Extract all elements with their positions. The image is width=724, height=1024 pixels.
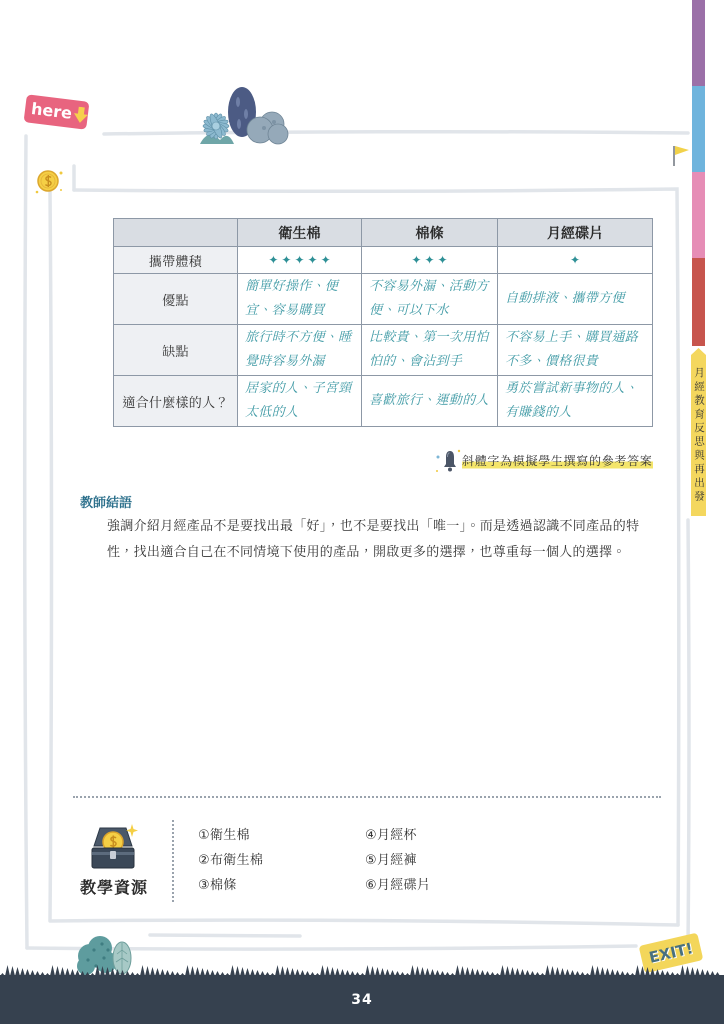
here-label: here — [30, 98, 74, 123]
conclusion-text: 強調介紹月經產品不是要找出最「好」，也不是要找出「唯一」。而是透過認識不同產品的特性，找出適合自己在不同情境下使用的產品，開啟更多的選擇，也尊重每一個人的選擇。 — [107, 519, 640, 560]
maze-line — [688, 520, 689, 945]
plant-icon — [194, 84, 294, 148]
star-icon: ✦ — [281, 253, 295, 267]
resources-divider — [172, 820, 174, 902]
star-icon: ✦ — [437, 253, 451, 267]
rating-cell — [238, 247, 362, 274]
star-icon: ✦ — [424, 253, 438, 267]
chapter-tab-label: 月經教育反思與再出發 — [693, 367, 705, 504]
star-icon: ✦ — [320, 253, 334, 267]
star-icon: ✦ — [294, 253, 308, 267]
coin-icon — [33, 165, 65, 197]
answer-cell — [362, 325, 498, 376]
table-body — [114, 247, 653, 427]
resource-item: ⑥月經碟片 — [365, 878, 431, 893]
answer-cell — [498, 325, 653, 376]
maze-line — [50, 190, 52, 920]
exit-sign: EXIT! — [639, 933, 704, 974]
resource-list-right — [365, 823, 430, 898]
resource-item: ②布衛生棉 — [198, 853, 264, 868]
answer-cell — [238, 325, 362, 376]
answer-text: 喜歡旅行、運動的人 — [369, 393, 489, 408]
maze-line — [50, 920, 678, 925]
conclusion-heading: 教師結語 — [80, 496, 133, 511]
star-icon: ✦ — [411, 253, 425, 267]
answer-text: 不容易外漏、活動方便、可以下水 — [369, 279, 489, 318]
section-divider — [73, 796, 661, 798]
table-row — [114, 376, 653, 427]
treasure-chest-icon — [86, 822, 140, 872]
answer-cell — [238, 274, 362, 325]
maze-line — [25, 136, 27, 948]
tab-segment-pink — [692, 172, 705, 258]
resource-item: ③棉條 — [198, 878, 237, 893]
answer-text: 比較貴、第一次用怕怕的、會沾到手 — [369, 330, 489, 369]
maze-line — [150, 935, 300, 936]
answer-cell — [238, 376, 362, 427]
answer-text: 不容易上手、購買通路不多、價格很貴 — [505, 330, 639, 369]
star-icon: ✦ — [268, 253, 282, 267]
table-header-row — [114, 219, 653, 247]
row-label: 優點 — [114, 274, 238, 325]
flag-icon — [670, 143, 692, 169]
answer-note: 斜體字為模擬學生撰寫的參考答案 — [462, 454, 653, 468]
answer-text: 簡單好操作、便宜、容易購買 — [245, 279, 339, 318]
resource-list-left — [198, 823, 263, 898]
bell-icon — [432, 445, 462, 475]
resource-item: ⑤月經褲 — [365, 853, 417, 868]
row-label: 攜帶體積 — [114, 247, 238, 274]
footer-grass-edge — [0, 962, 724, 976]
resource-item: ④月經杯 — [365, 828, 417, 843]
rating-cell — [362, 247, 498, 274]
star-icon: ✦ — [307, 253, 321, 267]
resources-heading: 教學資源 — [80, 878, 149, 897]
answer-cell — [362, 376, 498, 427]
table-corner-cell — [114, 219, 238, 247]
table-row — [114, 274, 653, 325]
resource-item: ①衛生棉 — [198, 828, 250, 843]
rating-cell — [498, 247, 653, 274]
column-header: 棉條 — [362, 219, 498, 247]
table-row — [114, 325, 653, 376]
answer-cell — [362, 274, 498, 325]
answer-text: 自動排液、攜帶方便 — [505, 291, 625, 306]
column-header: 衛生棉 — [238, 219, 362, 247]
tab-segment-purple — [692, 0, 705, 86]
down-arrow-icon — [73, 106, 89, 124]
star-icon: ✦ — [569, 253, 584, 267]
table-header — [114, 219, 653, 247]
answer-cell — [498, 376, 653, 427]
answer-text: 旅行時不方便、睡覺時容易外漏 — [245, 330, 352, 369]
table-row — [114, 247, 653, 274]
comparison-table — [113, 218, 653, 427]
row-label: 缺點 — [114, 325, 238, 376]
row-label: 適合什麼樣的人？ — [114, 376, 238, 427]
page-number: 34 — [351, 992, 373, 1008]
answer-text: 勇於嘗試新事物的人、有賺錢的人 — [505, 381, 639, 420]
tab-segment-red — [692, 258, 705, 346]
tab-segment-blue — [692, 86, 705, 172]
column-header: 月經碟片 — [498, 219, 653, 247]
answer-text: 居家的人、子宮頸太低的人 — [245, 381, 352, 420]
answer-cell — [498, 274, 653, 325]
maze-line — [104, 132, 688, 134]
